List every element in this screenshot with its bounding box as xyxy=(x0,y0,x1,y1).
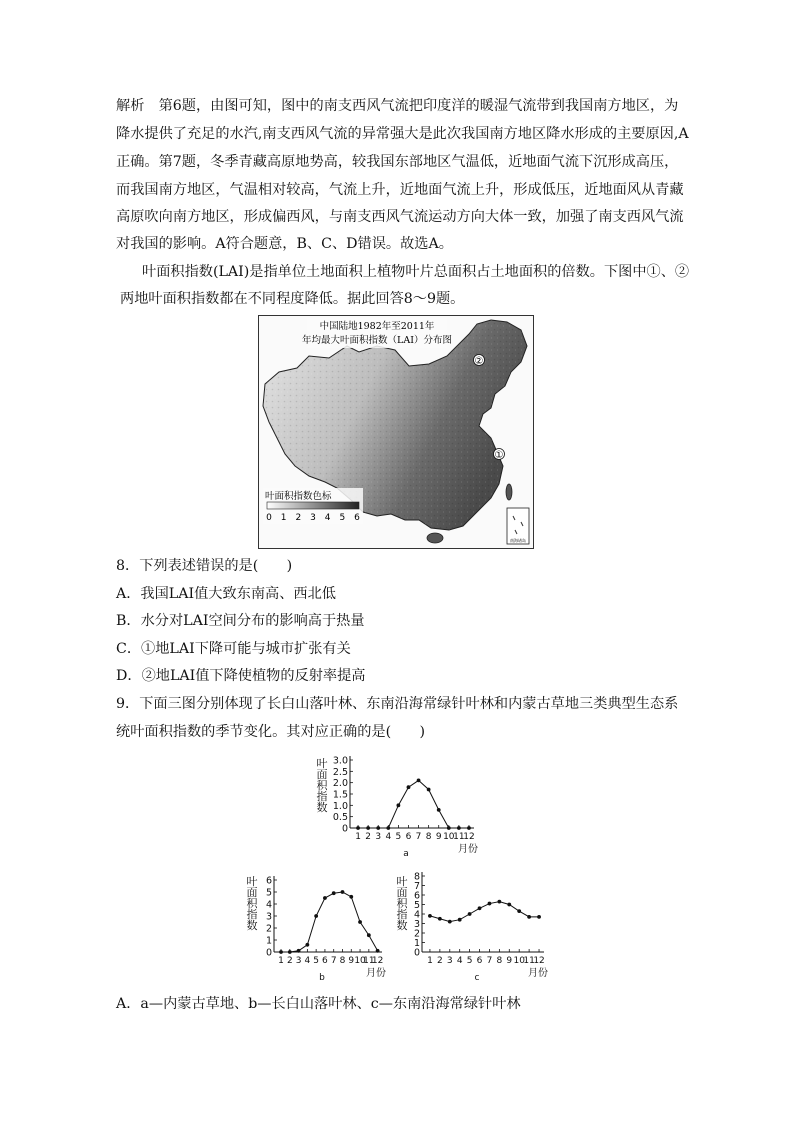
hainan-island xyxy=(427,533,443,543)
y-tick-label: 6 xyxy=(413,890,420,902)
data-point xyxy=(428,914,432,918)
q8-option-b: B．水分对LAI空间分布的影响高于热量 xyxy=(116,613,365,629)
legend-color-bar xyxy=(267,502,359,509)
lai-map-figure xyxy=(258,315,534,549)
chart-title: b xyxy=(319,973,325,983)
data-point xyxy=(396,803,400,807)
data-point xyxy=(467,826,471,830)
data-point xyxy=(341,890,345,894)
y-tick-label: 2.0 xyxy=(332,778,348,790)
data-point xyxy=(458,918,462,922)
chart-c xyxy=(406,868,556,986)
x-tick-label: 12 xyxy=(371,956,384,966)
y-tick-label: 3.0 xyxy=(332,755,348,767)
y-tick-label: 1 xyxy=(265,935,272,947)
data-point xyxy=(367,933,371,937)
y-tick-label: 5 xyxy=(265,887,272,899)
data-point xyxy=(427,788,431,792)
x-tick-label: 5 xyxy=(395,832,402,842)
data-point xyxy=(314,914,318,918)
y-tick-label: 1 xyxy=(413,938,420,949)
x-tick-label: 3 xyxy=(295,956,302,966)
q8-option-a: A．我国LAI值大致东南高、西北低 xyxy=(116,586,336,602)
chart-b xyxy=(256,870,396,986)
x-tick-label: 6 xyxy=(405,832,412,842)
x-axis-label: 月份 xyxy=(458,844,478,855)
x-tick-label: 3 xyxy=(446,956,453,966)
q9-stem-line1: 9．下面三图分别体现了长白山落叶林、东南沿海常绿针叶林和内蒙古草地三类典型生态系 xyxy=(116,696,679,712)
y-tick-label: 2.5 xyxy=(332,766,348,778)
y-tick-label: 1.5 xyxy=(332,789,348,801)
taiwan-island xyxy=(506,484,512,500)
data-point xyxy=(323,896,327,900)
data-point xyxy=(417,779,421,783)
analysis-line-4: 而我国南方地区，气温相对较高，气流上升，近地面气流上升，形成低压，近地面风从青藏 xyxy=(116,182,684,198)
x-tick-label: 8 xyxy=(496,956,503,966)
x-tick-label: 9 xyxy=(435,832,442,842)
chart-a xyxy=(326,752,486,862)
y-tick-label: 6 xyxy=(265,875,272,887)
intro-line-2: 两地叶面积指数都在不同程度降低。据此回答8～9题。 xyxy=(120,291,465,307)
series-line xyxy=(430,902,539,922)
analysis-line-1: 解析 第6题，由图可知，图中的南支西风气流把印度洋的暖湿气流带到我国南方地区，为 xyxy=(116,98,679,114)
data-point xyxy=(438,917,442,921)
series-line xyxy=(358,780,469,828)
legend-tick-5: 5 xyxy=(339,513,346,523)
chart-a-ylabel: 叶面积指数 xyxy=(316,757,328,814)
analysis-line-5: 高原吹向南方地区，形成偏西风，与南支西风气流运动方向大体一致，加强了南支西风气流 xyxy=(116,209,684,225)
x-tick-label: 6 xyxy=(476,956,483,966)
x-tick-label: 3 xyxy=(375,832,382,842)
y-tick-label: 0 xyxy=(341,823,348,835)
y-tick-label: 2 xyxy=(413,928,420,940)
x-tick-label: 4 xyxy=(456,956,463,966)
data-point xyxy=(332,891,336,895)
chart-title: a xyxy=(403,849,409,859)
x-tick-label: 7 xyxy=(330,956,337,966)
map-title-line2: 年均最大叶面积指数（LAI）分布图 xyxy=(302,335,452,346)
chart-b-ylabel: 叶面积指数 xyxy=(246,875,258,932)
x-tick-label: 5 xyxy=(466,956,473,966)
x-tick-label: 11 xyxy=(363,956,375,966)
china-map-graphic xyxy=(259,316,533,548)
marker-1: ① xyxy=(494,450,504,461)
x-tick-label: 9 xyxy=(348,956,355,966)
q8-option-c: C．①地LAI下降可能与城市扩张有关 xyxy=(116,641,351,657)
x-tick-label: 2 xyxy=(365,832,372,842)
data-point xyxy=(358,920,362,924)
x-axis-label: 月份 xyxy=(366,968,386,979)
x-axis-label: 月份 xyxy=(528,968,548,979)
x-tick-label: 11 xyxy=(523,956,535,966)
series-line xyxy=(281,892,378,952)
x-tick-label: 10 xyxy=(513,956,525,966)
data-point xyxy=(386,826,390,830)
y-tick-label: 4 xyxy=(265,899,272,911)
x-tick-label: 1 xyxy=(355,832,361,842)
y-tick-label: 4 xyxy=(413,909,420,921)
y-tick-label: 0 xyxy=(265,947,272,959)
y-tick-label: 3 xyxy=(265,911,272,923)
chart-title: c xyxy=(474,973,480,983)
y-tick-label: 0 xyxy=(413,947,420,959)
data-point xyxy=(305,943,309,947)
x-tick-label: 11 xyxy=(453,832,465,842)
analysis-line-2: 降水提供了充足的水汽,南支西风气流的异常强大是此次我国南方地区降水形成的主要原因,A xyxy=(116,126,689,142)
data-point xyxy=(279,950,283,954)
south-sea-inset-label: 南海诸岛 xyxy=(510,538,526,543)
q8-option-d: D．②地LAI值下降使植物的反射率提高 xyxy=(116,668,366,684)
x-tick-label: 12 xyxy=(463,832,475,842)
data-point xyxy=(537,915,541,919)
y-tick-label: 5 xyxy=(413,900,420,911)
data-point xyxy=(497,900,501,904)
data-point xyxy=(437,808,441,812)
x-tick-label: 7 xyxy=(415,832,422,842)
y-tick-label: 8 xyxy=(413,871,420,883)
data-point xyxy=(376,826,380,830)
x-tick-label: 5 xyxy=(313,956,320,966)
data-point xyxy=(356,826,360,830)
data-point xyxy=(448,920,452,924)
x-tick-label: 4 xyxy=(304,956,311,966)
legend-tick-4: 4 xyxy=(324,513,331,523)
x-tick-label: 4 xyxy=(385,832,392,842)
data-point xyxy=(376,949,380,953)
data-point xyxy=(349,895,353,899)
data-point xyxy=(288,950,292,954)
data-point xyxy=(407,785,411,789)
data-point xyxy=(457,826,461,830)
x-tick-label: 2 xyxy=(436,956,443,966)
x-tick-label: 8 xyxy=(339,956,346,966)
q9-option-a: A．a—内蒙古草地、b—长白山落叶林、c—东南沿海常绿针叶林 xyxy=(116,996,521,1012)
data-point xyxy=(507,903,511,907)
x-tick-label: 9 xyxy=(506,956,513,966)
chart-c-ylabel: 叶面积指数 xyxy=(396,875,408,932)
legend-tick-1: 1 xyxy=(280,513,287,523)
x-tick-label: 1 xyxy=(427,956,433,966)
intro-line-1: 叶面积指数(LAI)是指单位土地面积上植物叶片总面积占土地面积的倍数。下图中①、② xyxy=(142,264,690,280)
data-point xyxy=(297,949,301,953)
map-title-line1: 中国陆地1982年至2011年 xyxy=(319,321,435,332)
legend-title: 叶面积指数色标 xyxy=(265,491,332,502)
data-point xyxy=(488,902,492,906)
analysis-line-3: 正确。第7题，冬季青藏高原地势高，较我国东部地区气温低，近地面气流下沉形成高压， xyxy=(116,154,679,170)
data-point xyxy=(517,909,521,913)
data-point xyxy=(468,912,472,916)
y-tick-label: 1.0 xyxy=(332,800,348,812)
x-tick-label: 10 xyxy=(443,832,455,842)
analysis-line-6: 对我国的影响。A符合题意，B、C、D错误。故选A。 xyxy=(116,236,453,252)
data-point xyxy=(366,826,370,830)
x-tick-label: 6 xyxy=(322,956,328,966)
data-point xyxy=(478,906,482,910)
x-tick-label: 8 xyxy=(425,832,432,842)
x-tick-label: 7 xyxy=(486,956,493,966)
y-tick-label: 2 xyxy=(265,923,272,935)
x-tick-label: 1 xyxy=(278,956,284,966)
y-tick-label: 7 xyxy=(413,881,420,892)
marker-2: ② xyxy=(474,356,484,367)
q8-stem: 8．下列表述错误的是( ) xyxy=(116,558,293,574)
legend-tick-3: 3 xyxy=(310,513,316,523)
x-tick-label: 10 xyxy=(354,956,366,966)
legend-tick-2: 2 xyxy=(295,513,302,523)
data-point xyxy=(527,915,531,919)
x-tick-label: 12 xyxy=(533,956,545,966)
x-tick-label: 2 xyxy=(286,956,293,966)
data-point xyxy=(447,826,451,830)
legend-tick-0: 0 xyxy=(266,513,272,523)
q9-stem-line2: 统叶面积指数的季节变化。其对应正确的是( ) xyxy=(116,724,426,740)
legend-tick-6: 6 xyxy=(354,513,360,523)
y-tick-label: 3 xyxy=(413,919,420,930)
y-tick-label: 0.5 xyxy=(332,812,348,824)
